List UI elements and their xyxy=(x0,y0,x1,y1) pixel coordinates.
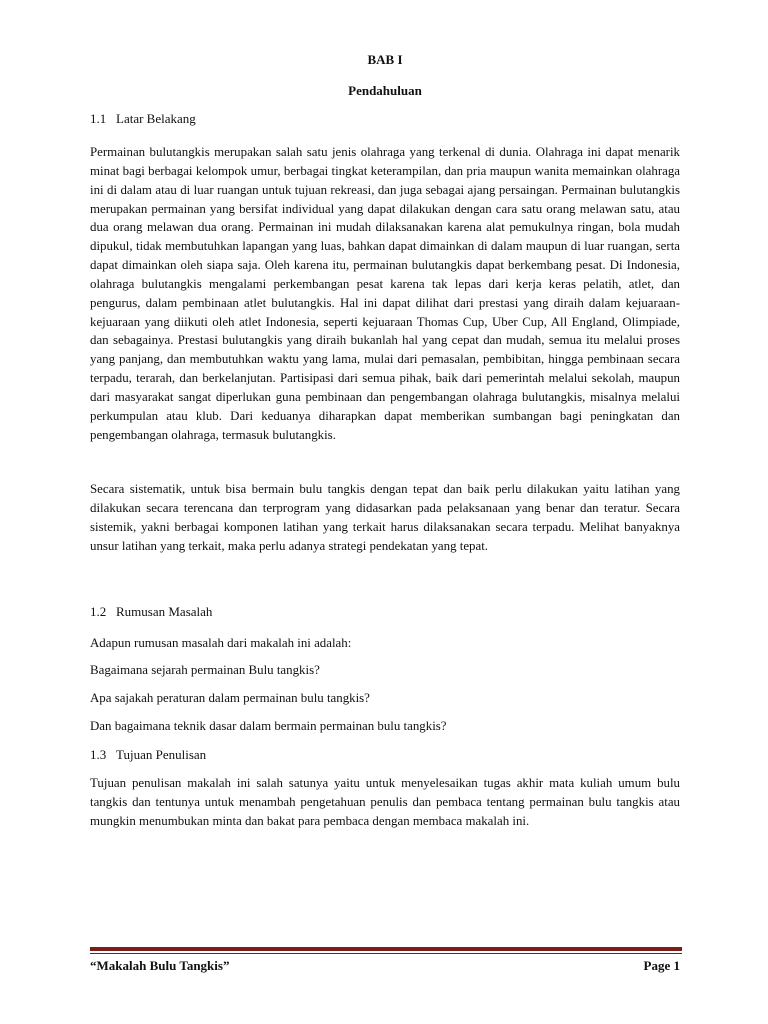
problem-intro: Adapun rumusan masalah dari makalah ini adalah: xyxy=(90,636,352,650)
purpose-paragraph: Tujuan penulisan makalah ini salah satunya yaitu untuk menyelesaikan tugas akhir mata kuliah umum bulu tangkis dan tentunya untuk menambah pengetahuan penulis dan pembaca tentang permainan bulu tangkis atau mungkin menumbukan minta dan bakat para pembaca dengan membaca makalah ini. xyxy=(90,776,680,828)
section-title: Tujuan Penulisan xyxy=(116,747,207,762)
section-number: 1.2 xyxy=(90,604,107,619)
section-heading-1-3 xyxy=(90,747,206,763)
section-number: 1.3 xyxy=(90,747,107,762)
section-title: Rumusan Masalah xyxy=(116,604,213,619)
chapter-title: Pendahuluan xyxy=(348,83,422,98)
background-paragraph-1: Permainan bulutangkis merupakan salah satu jenis olahraga yang terkenal di dunia. Olahraga ini dapat menarik minat bagi berbagai kelompok umur, berbagai tingkat keterampilan, dan pria maupun wanita memainkan olahraga ini di dalam atau di luar ruangan untuk tujuan rekreasi, dan juga sebagai ajang persaingan. Permainan bulutangkis merupakan permainan yang bersifat individual yang dapat dilakukan dengan cara satu orang melawan satu, atau dua orang melawan dua orang. Permainan ini mudah dilaksanakan karena alat pemukulnya ringan, bola mudah dipukul, tidak membutuhkan lapangan yang luas, bahkan dapat dimainkan di dalam maupun di luar ruangan, serta dapat dimainkan oleh siapa saja. Oleh karena itu, permainan bulutangkis dapat berkembang pesat. Di Indonesia, olahraga bulutangkis mengalami perkembangan pesat karena tak lepas dari kerja keras pelatih, atlet, dan pengurus, dalam pembinaan atlet bulutangkis. Hal ini dapat dilihat dari prestasi yang diraih dalam kejuaraan-kejuaraan yang diikuti oleh atlet Indonesia, seperti kejuaraan Thomas Cup, Uber Cup, All England, Olimpiade, dan sebagainya. Prestasi bulutangkis yang diraih bukanlah hal yang cepat dan mudah, semua itu melalui proses yang panjang, dan membutuhkan waktu yang lama, mulai dari pemasalan, pembibitan, hingga pembinaan secara terpadu, terarah, dan berkelanjutan. Partisipasi dari semua pihak, baik dari pemerintah melalui sekolah, maupun dari masyarakat sangat diperlukan guna pembinaan dan pengembangan olahraga bulutangkis, misalnya melalui perkumpulan atau klub. Dari keduanya diharapkan dapat memberikan sumbangan bagi peningkatan dan pengembangan olahraga, termasuk bulutangkis. xyxy=(90,145,680,442)
problem-question-1: Bagaimana sejarah permainan Bulu tangkis? xyxy=(90,663,320,677)
problem-question-3: Dan bagaimana teknik dasar dalam bermain permainan bulu tangkis? xyxy=(90,719,447,733)
footer-rule-thick xyxy=(90,947,682,951)
footer-title: “Makalah Bulu Tangkis” xyxy=(90,958,230,973)
page-number: Page 1 xyxy=(643,958,680,973)
section-title: Latar Belakang xyxy=(116,111,196,126)
section-heading-1-1 xyxy=(90,111,196,127)
background-paragraph-2: Secara sistematik, untuk bisa bermain bulu tangkis dengan tepat dan baik perlu dilakukan yaitu latihan yang dilakukan secara terencana dan terprogram yang didasarkan pada pelaksanaan yang benar dan teratur. Secara sistemik, yakni berbagai komponen latihan yang terkait harus dilaksanakan secara terpadu. Melihat banyaknya unsur latihan yang terkait, maka perlu adanya strategi pendekatan yang tepat. xyxy=(90,482,680,553)
chapter-label: BAB I xyxy=(367,52,403,67)
section-heading-1-2 xyxy=(90,604,212,620)
problem-question-2: Apa sajakah peraturan dalam permainan bulu tangkis? xyxy=(90,691,370,705)
section-number: 1.1 xyxy=(90,111,107,126)
footer-rule-thin xyxy=(90,953,682,954)
